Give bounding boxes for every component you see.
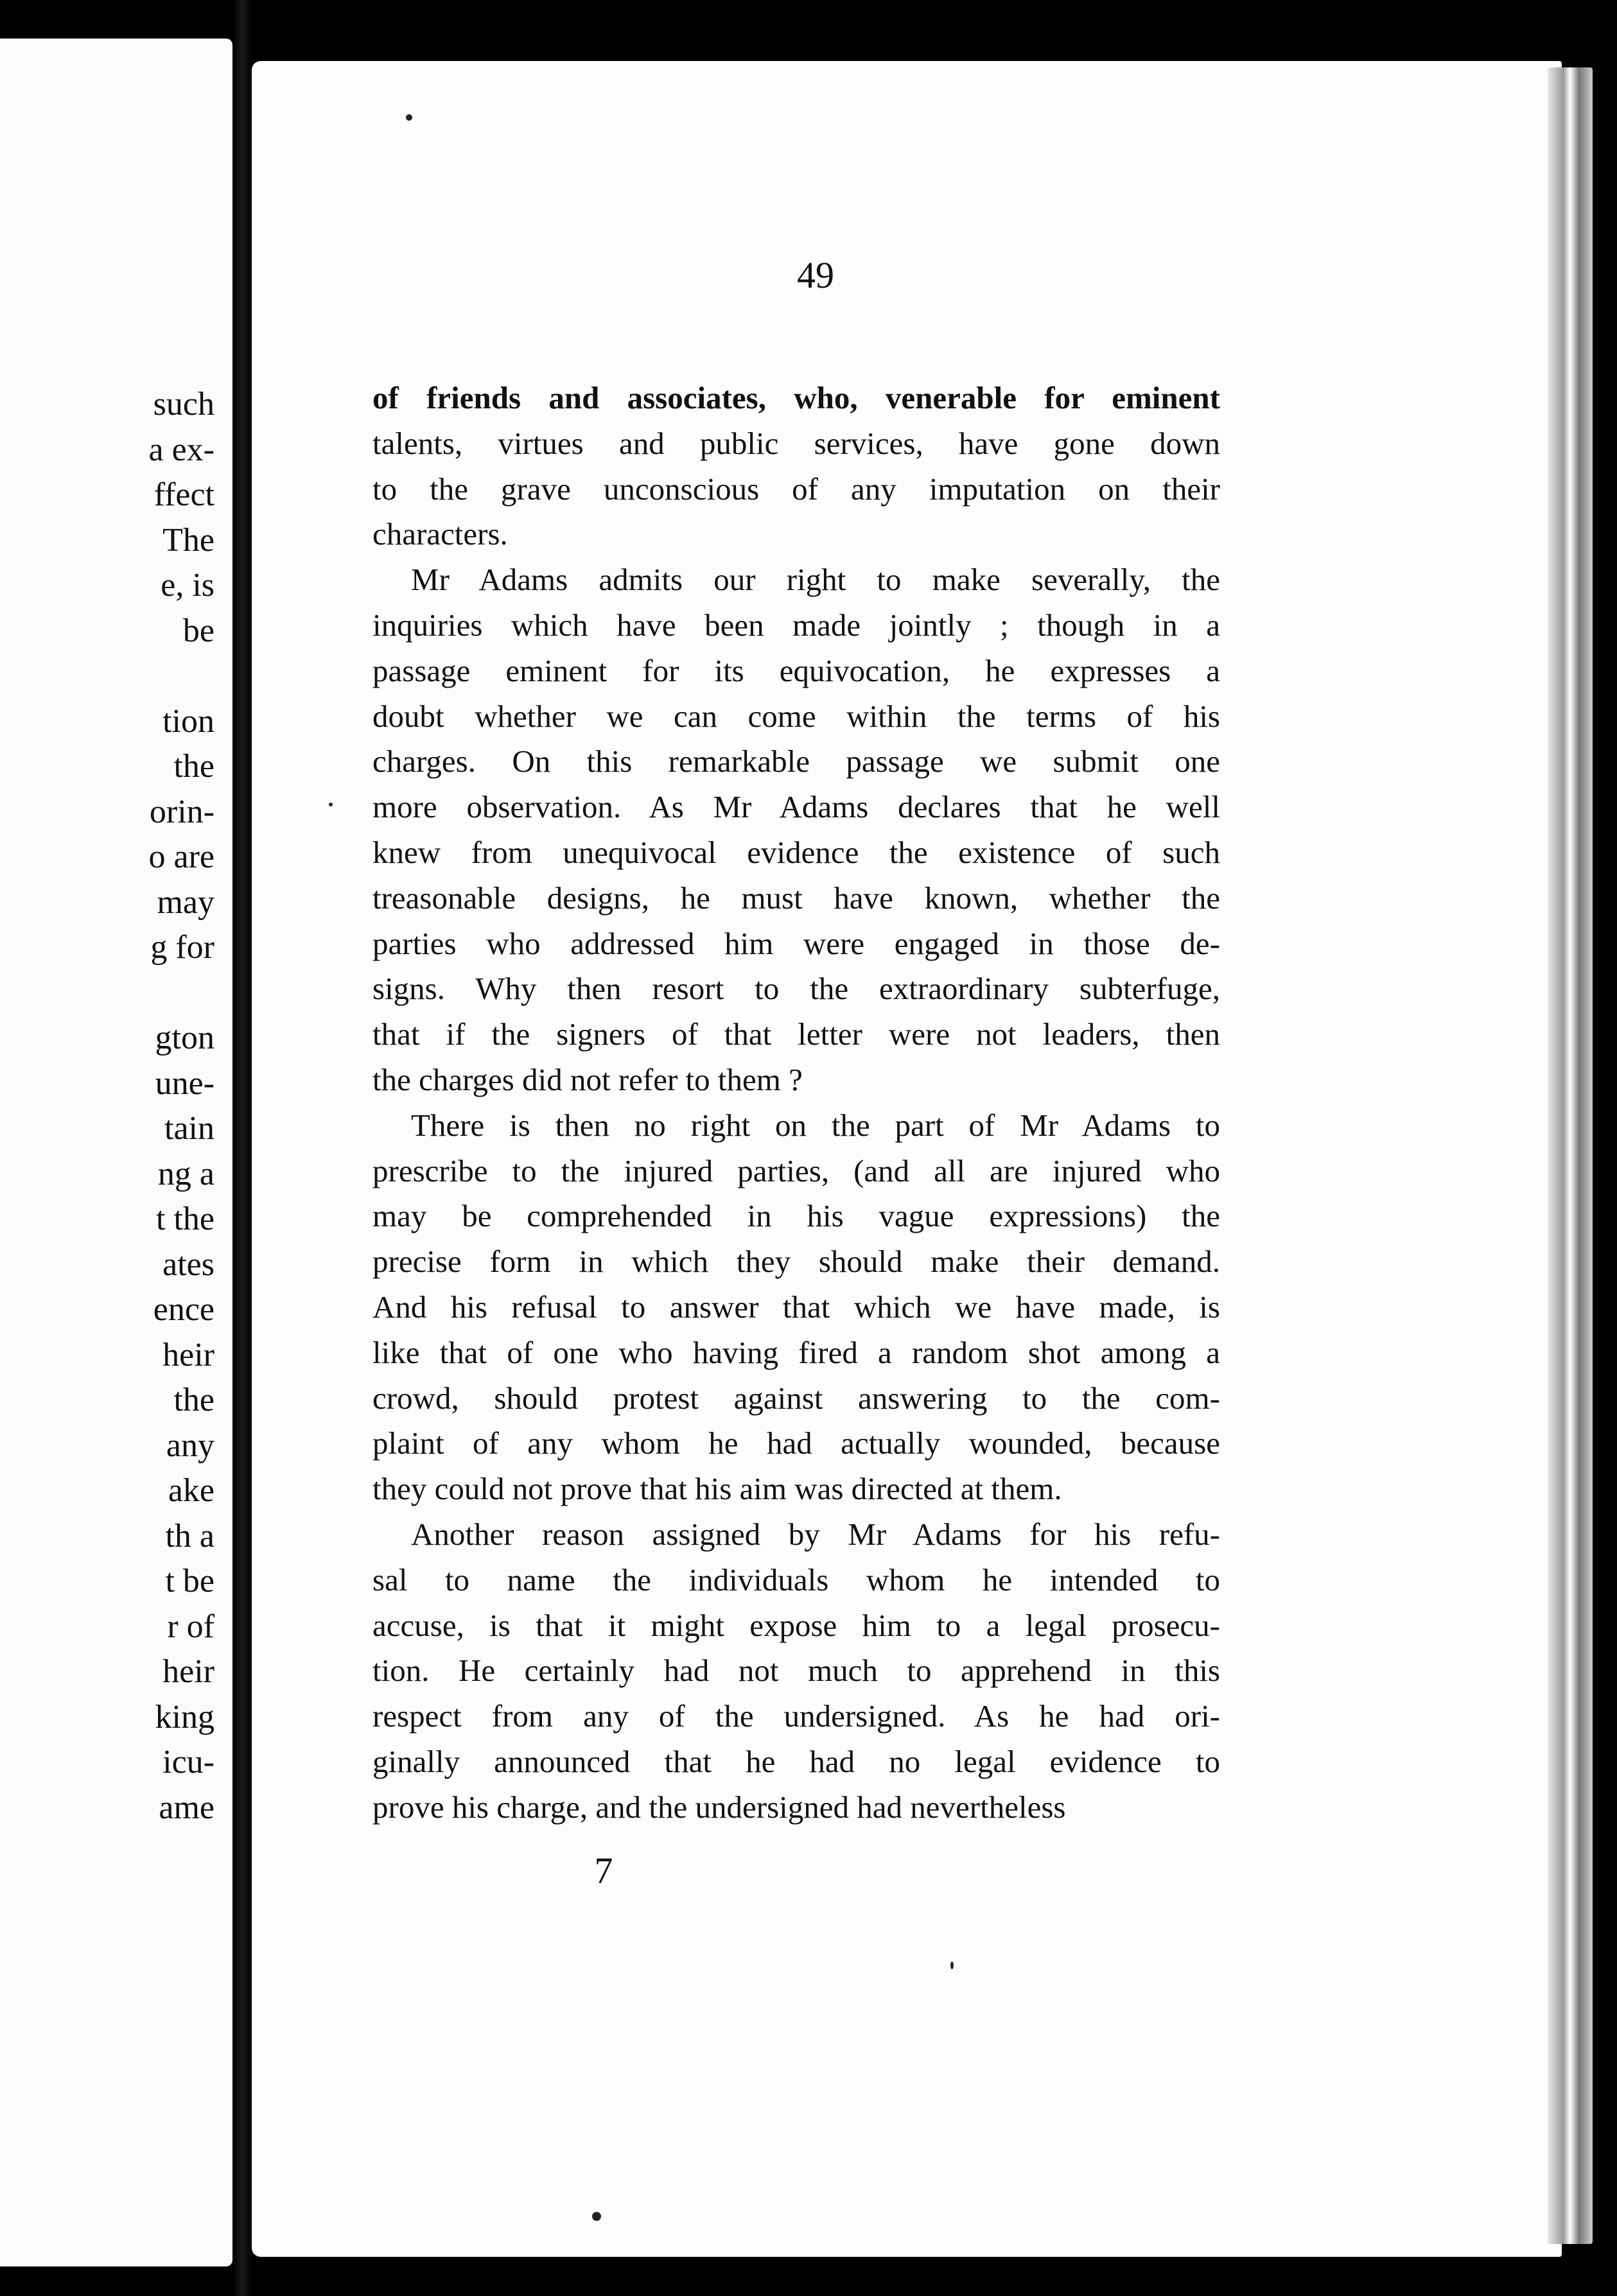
text-line: prove his charge, and the undersigned had nevertheless	[372, 1789, 1066, 1825]
speck	[406, 114, 412, 121]
book-gutter	[232, 0, 252, 2296]
left-page-line: g for	[150, 929, 214, 966]
left-page-line: ates	[162, 1246, 214, 1283]
text-line: to the grave unconscious of any imputation on their	[372, 471, 1220, 507]
text-line: they could not prove that his aim was directed at them.	[372, 1471, 1062, 1507]
text-line: Another reason assigned by Mr Adams for his refu-	[411, 1516, 1220, 1552]
left-page-line: ng a	[157, 1155, 214, 1192]
left-page-line: The	[162, 521, 214, 559]
left-page-line: ake	[168, 1472, 214, 1509]
left-page-line: orin-	[149, 793, 214, 830]
left-page-line: may	[157, 883, 214, 921]
speck	[592, 2212, 601, 2221]
text-line: accuse, is that it might expose him to a legal prosecu-	[372, 1607, 1220, 1643]
text-line: doubt whether we can come within the terms of his	[372, 698, 1220, 734]
text-line: treasonable designs, he must have known, whether the	[372, 880, 1220, 916]
left-page-line: e, is	[161, 567, 214, 604]
page-edge	[1548, 67, 1593, 2244]
text-line: plaint of any whom he had actually wounded, because	[372, 1425, 1220, 1461]
text-line: respect from any of the undersigned. As he had ori-	[372, 1698, 1220, 1734]
left-page-line: heir	[162, 1336, 214, 1373]
left-page-line: heir	[162, 1653, 214, 1690]
left-page-line: tion	[162, 702, 214, 740]
text-line: crowd, should protest against answering to the com-	[372, 1380, 1220, 1416]
left-page-line: th a	[165, 1517, 214, 1554]
left-page-line: une-	[155, 1065, 214, 1102]
left-page-line: the	[173, 1382, 214, 1418]
left-page-line	[0, 971, 232, 1016]
text-line: charges. On this remarkable passage we submit one	[372, 744, 1220, 779]
signature-mark: 7	[594, 1850, 613, 1892]
text-line: precise form in which they should make their demand.	[372, 1244, 1220, 1280]
text-line: parties who addressed him were engaged in those de-	[372, 925, 1220, 961]
text-line: There is then no right on the part of Mr Adams to	[411, 1107, 1220, 1143]
left-page-line: o are	[148, 839, 214, 875]
left-page-line: be	[182, 612, 214, 649]
text-line: signs. Why then resort to the extraordinary subterfuge,	[372, 971, 1220, 1007]
left-page-text	[0, 382, 232, 1831]
text-line: that if the signers of that letter were not leaders, then	[372, 1016, 1220, 1052]
text-line: like that of one who having fired a random shot among a	[372, 1334, 1220, 1370]
left-page-line: r of	[167, 1608, 214, 1645]
text-line: knew from unequivocal evidence the existence of such	[372, 834, 1220, 870]
left-page-line: ame	[159, 1789, 214, 1826]
left-page-line: icu-	[162, 1744, 214, 1780]
left-facing-page	[0, 39, 232, 2266]
left-page-line: a ex-	[148, 431, 214, 468]
left-page-line	[0, 654, 232, 699]
left-page-line: t be	[165, 1563, 214, 1599]
text-line: inquiries which have been made jointly ; though in a	[372, 607, 1220, 643]
text-line: may be comprehended in his vague expressions) the	[372, 1198, 1220, 1234]
left-page-line: tain	[164, 1110, 214, 1147]
text-line: And his refusal to answer that which we have made, is	[372, 1289, 1220, 1325]
text-line: tion. He certainly had not much to apprehend in this	[372, 1653, 1220, 1689]
left-page-line: such	[153, 386, 214, 422]
body-text	[372, 376, 1220, 1831]
text-line: the charges did not refer to them ?	[372, 1061, 803, 1097]
text-line: more observation. As Mr Adams declares that he well	[372, 789, 1220, 825]
text-line: of friends and associates, who, venerable for eminent	[372, 380, 1220, 415]
left-page-line: gton	[155, 1020, 214, 1056]
speck	[329, 803, 333, 806]
text-line: sal to name the individuals whom he intended to	[372, 1561, 1220, 1597]
text-line: prescribe to the injured parties, (and all are injured who	[372, 1152, 1220, 1188]
text-line: talents, virtues and public services, have gone down	[372, 425, 1220, 461]
left-page-line: king	[155, 1698, 214, 1735]
left-page-line: any	[166, 1427, 214, 1464]
left-page-line: ffect	[153, 476, 214, 513]
speck	[950, 1961, 954, 1969]
left-page-line: the	[173, 748, 214, 785]
text-line: ginally announced that he had no legal evidence to	[372, 1743, 1220, 1779]
text-line: Mr Adams admits our right to make severally, the	[411, 562, 1220, 598]
left-page-line: t the	[156, 1201, 214, 1237]
left-page-line: ence	[153, 1291, 214, 1328]
text-line: passage eminent for its equivocation, he expresses a	[372, 652, 1220, 688]
text-line: characters.	[372, 516, 508, 552]
page-number: 49	[797, 254, 834, 296]
